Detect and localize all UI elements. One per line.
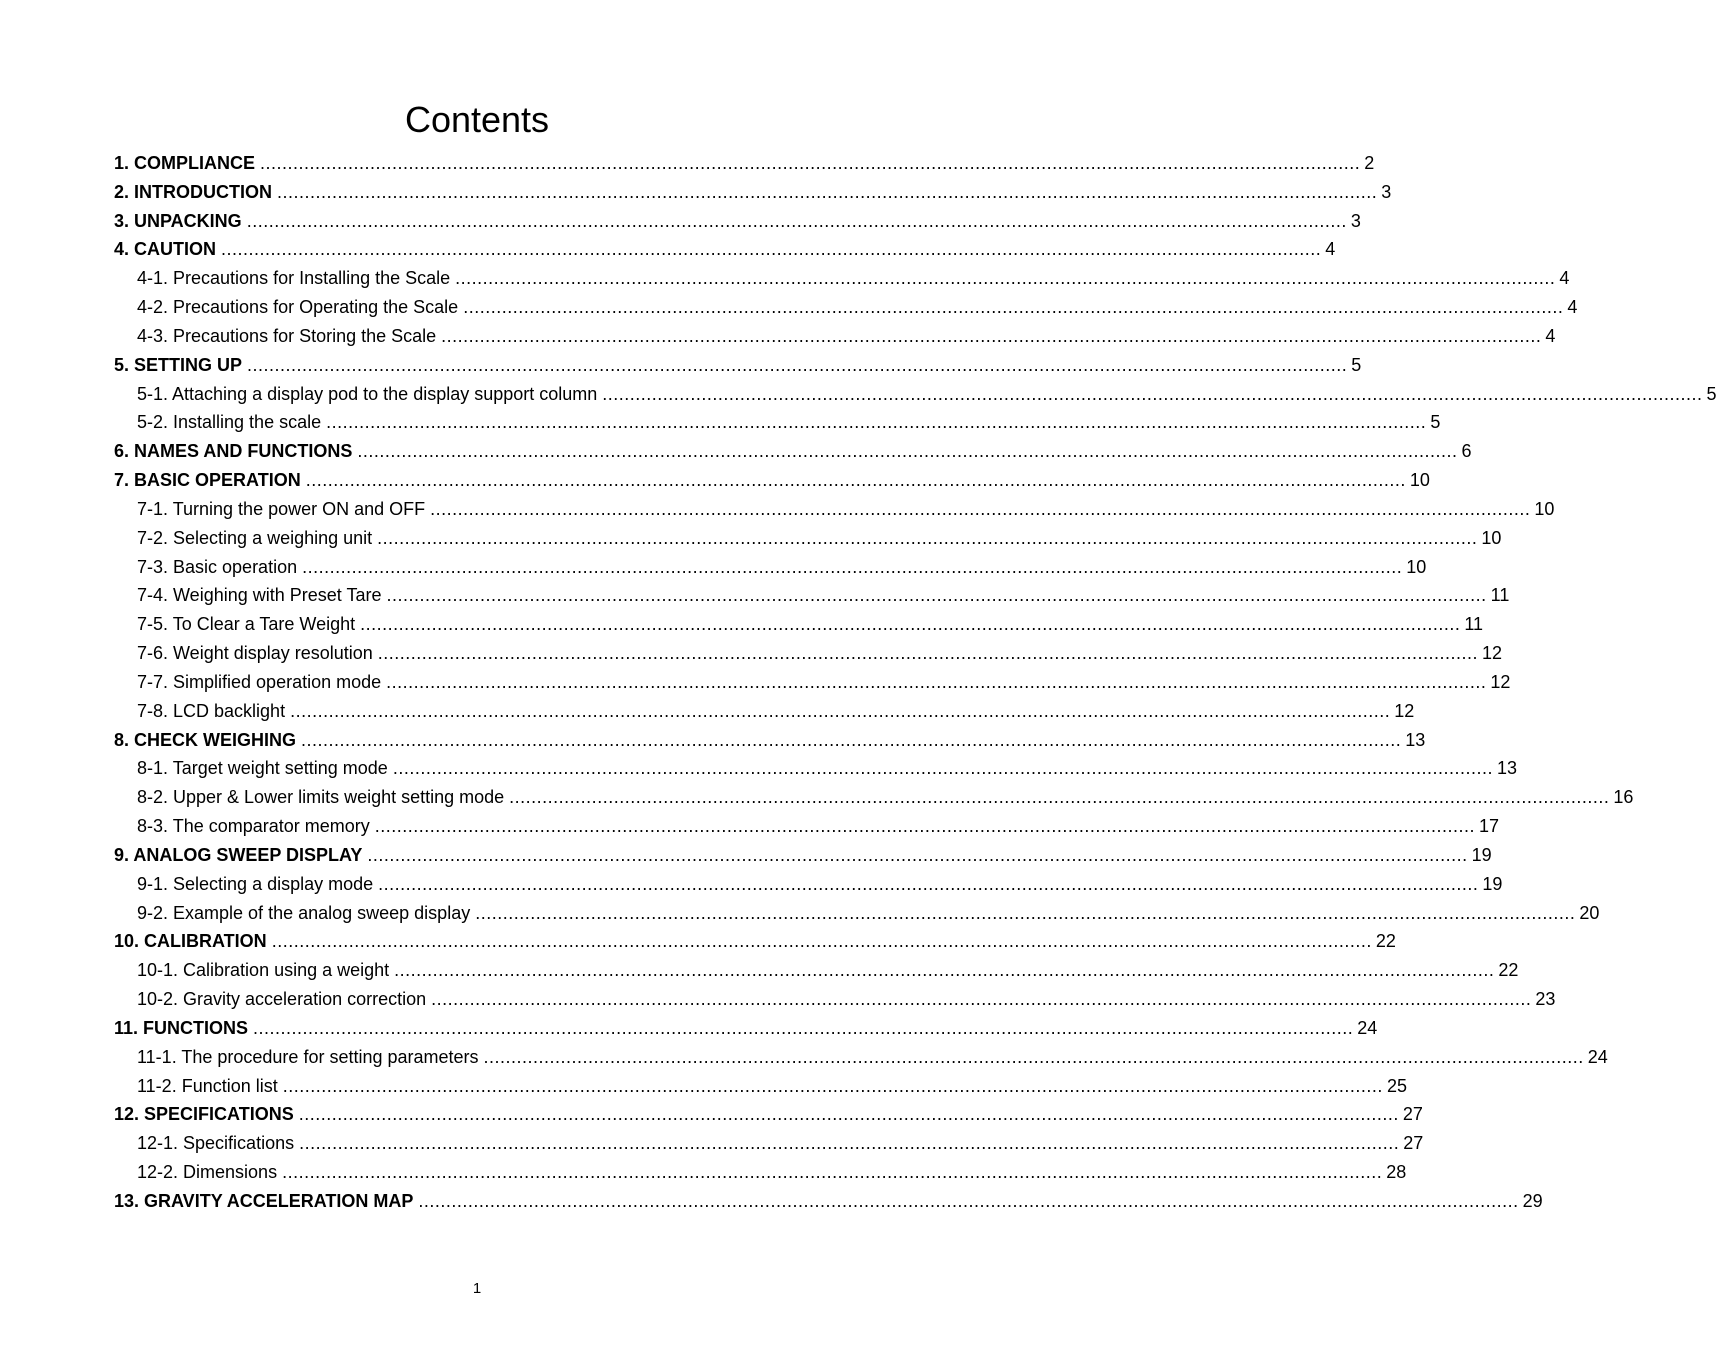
toc-entry-label: 4. CAUTION [114, 239, 217, 260]
toc-entry-label: 7. BASIC OPERATION [114, 470, 301, 491]
toc-entry-page: 24 [1587, 1046, 1608, 1067]
toc-entry-label: 1. COMPLIANCE [114, 153, 256, 173]
toc-entry-page: 10 [1534, 498, 1555, 519]
toc-entry-page: 16 [1613, 787, 1634, 808]
toc-dot-leader: ........................................................................................................................................................................................................ [378, 873, 1479, 894]
toc-section-entry[interactable] [114, 1187, 1543, 1216]
toc-section-entry[interactable] [114, 437, 1472, 466]
toc-subsection-entry[interactable] [114, 322, 1556, 351]
toc-entry-page: 13 [1497, 758, 1518, 779]
toc-dot-leader: ........................................................................................................................................................................................................ [260, 153, 1361, 173]
toc-entry-label: 7-2. Selecting a weighing unit [137, 527, 373, 548]
toc-entry-label: 4-3. Precautions for Storing the Scale [137, 325, 437, 346]
page-title: Contents [404, 99, 550, 140]
toc-entry-label: 5. SETTING UP [114, 354, 243, 375]
toc-subsection-entry[interactable] [114, 553, 1427, 582]
toc-entry-label: 9-2. Example of the analog sweep display [137, 902, 471, 923]
toc-entry-label: 7-8. LCD backlight [137, 700, 286, 721]
toc-dot-leader: ........................................................................................................................................................................................................ [277, 181, 1378, 202]
toc-dot-leader: ........................................................................................................................................................................................................ [441, 325, 1542, 346]
toc-entry-page: 27 [1402, 1104, 1423, 1125]
toc-entry-label: 2. INTRODUCTION [114, 181, 273, 202]
toc-dot-leader: ........................................................................................................................................................................................................ [418, 1190, 1519, 1211]
toc-entry-label: 11. FUNCTIONS [114, 1017, 249, 1038]
toc-entry-page: 29 [1522, 1190, 1543, 1211]
toc-entry-page: 10 [1481, 527, 1502, 548]
toc-dot-leader: ........................................................................................................................................................................................................ [392, 758, 1494, 779]
toc-section-entry[interactable] [114, 351, 1362, 380]
toc-subsection-entry[interactable] [114, 380, 1717, 409]
toc-subsection-entry[interactable] [114, 581, 1510, 610]
toc-entry-label: 8-3. The comparator memory [137, 816, 370, 837]
toc-dot-leader: ........................................................................................................................................................................................................ [301, 729, 1402, 750]
toc-entry-page: 10 [1409, 470, 1430, 491]
toc-entry-label: 7-3. Basic operation [137, 556, 298, 577]
toc-section-entry[interactable] [114, 1100, 1423, 1129]
toc-entry-label: 9. ANALOG SWEEP DISPLAY [114, 844, 363, 865]
toc-entry-page: 27 [1403, 1133, 1424, 1154]
toc-entry-page: 19 [1471, 844, 1492, 865]
toc-dot-leader: ........................................................................................................................................................................................................ [377, 643, 1478, 664]
toc-entry-page: 23 [1535, 989, 1556, 1010]
toc-subsection-entry[interactable] [114, 956, 1519, 985]
toc-entry-page: 20 [1579, 902, 1600, 923]
toc-dot-leader: ........................................................................................................................................................................................................ [360, 614, 1461, 635]
toc-dot-leader: ........................................................................................................................................................................................................ [386, 671, 1487, 692]
toc-dot-leader: ........................................................................................................................................................................................................ [298, 1104, 1399, 1125]
toc-dot-leader: ........................................................................................................................................................................................................ [602, 383, 1703, 404]
toc-subsection-entry[interactable] [114, 1129, 1424, 1158]
table-of-contents [114, 149, 1717, 1216]
toc-entry-page: 4 [1325, 239, 1336, 260]
toc-dot-leader: ........................................................................................................................................................................................................ [475, 902, 1576, 923]
toc-section-entry[interactable] [114, 235, 1336, 264]
toc-entry-page: 3 [1350, 210, 1361, 231]
toc-entry-label: 4-2. Precautions for Operating the Scale [137, 297, 459, 318]
toc-subsection-entry[interactable] [114, 783, 1634, 812]
toc-entry-label: 12. SPECIFICATIONS [114, 1104, 294, 1125]
toc-section-entry[interactable] [114, 841, 1492, 870]
toc-dot-leader: ........................................................................................................................................................................................................ [247, 354, 1348, 375]
toc-dot-leader: ........................................................................................................................................................................................................ [394, 960, 1495, 981]
toc-dot-leader: ........................................................................................................................................................................................................ [282, 1075, 1383, 1096]
toc-entry-label: 4-1. Precautions for Installing the Scale [137, 268, 451, 289]
toc-entry-label: 7-6. Weight display resolution [137, 643, 373, 664]
toc-entry-page: 6 [1461, 441, 1472, 462]
toc-subsection-entry[interactable] [114, 293, 1578, 322]
toc-entry-page: 2 [1364, 153, 1375, 173]
toc-subsection-entry[interactable] [114, 754, 1518, 783]
toc-entry-page: 3 [1381, 181, 1392, 202]
toc-entry-page: 28 [1386, 1161, 1407, 1182]
toc-entry-page: 10 [1406, 556, 1427, 577]
toc-entry-page: 4 [1567, 297, 1578, 318]
toc-entry-page: 13 [1405, 729, 1426, 750]
toc-section-entry[interactable] [114, 726, 1426, 755]
toc-dot-leader: ........................................................................................................................................................................................................ [221, 239, 1322, 260]
toc-dot-leader: ........................................................................................................................................................................................................ [271, 931, 1372, 952]
toc-dot-leader: ........................................................................................................................................................................................................ [299, 1133, 1400, 1154]
toc-entry-label: 7-5. To Clear a Tare Weight [137, 614, 356, 635]
toc-entry-label: 12-1. Specifications [137, 1133, 295, 1154]
toc-entry-page: 12 [1482, 643, 1503, 664]
toc-subsection-entry[interactable] [114, 264, 1570, 293]
toc-entry-label: 8-1. Target weight setting mode [137, 758, 388, 779]
toc-entry-label: 10. CALIBRATION [114, 931, 267, 952]
toc-dot-leader: ........................................................................................................................................................................................................ [326, 412, 1427, 433]
toc-dot-leader: ........................................................................................................................................................................................................ [509, 787, 1610, 808]
toc-entry-label: 11-2. Function list [137, 1075, 278, 1096]
toc-section-entry[interactable] [114, 207, 1361, 236]
toc-section-entry[interactable] [114, 1014, 1378, 1043]
toc-dot-leader: ........................................................................................................................................................................................................ [367, 844, 1468, 865]
toc-subsection-entry[interactable] [114, 408, 1441, 437]
toc-entry-label: 8-2. Upper & Lower limits weight setting mode [137, 787, 505, 808]
toc-entry-label: 10-1. Calibration using a weight [137, 960, 390, 981]
toc-entry-label: 11-1. The procedure for setting parameters [137, 1046, 479, 1067]
toc-entry-label: 13. GRAVITY ACCELERATION MAP [114, 1190, 414, 1211]
toc-dot-leader: ........................................................................................................................................................................................................ [430, 498, 1531, 519]
page-number: 1 [472, 1280, 482, 1297]
toc-entry-page: 5 [1706, 383, 1717, 404]
toc-subsection-entry[interactable] [114, 524, 1502, 553]
toc-dot-leader: ........................................................................................................................................................................................................ [282, 1161, 1383, 1182]
toc-entry-label: 5-2. Installing the scale [137, 412, 322, 433]
toc-entry-label: 3. UNPACKING [114, 210, 242, 231]
toc-dot-leader: ........................................................................................................................................................................................................ [483, 1046, 1584, 1067]
toc-entry-label: 6. NAMES AND FUNCTIONS [114, 441, 353, 462]
toc-dot-leader: ........................................................................................................................................................................................................ [374, 816, 1475, 837]
toc-subsection-entry[interactable] [114, 812, 1499, 841]
toc-entry-page: 12 [1394, 700, 1415, 721]
toc-subsection-entry[interactable] [114, 870, 1503, 899]
toc-entry-label: 8. CHECK WEIGHING [114, 729, 297, 750]
toc-dot-leader: ........................................................................................................................................................................................................ [246, 210, 1347, 231]
toc-subsection-entry[interactable] [114, 668, 1511, 697]
toc-section-entry[interactable] [114, 466, 1430, 495]
toc-entry-page: 25 [1386, 1075, 1407, 1096]
toc-entry-label: 9-1. Selecting a display mode [137, 873, 374, 894]
toc-entry-page: 4 [1559, 268, 1570, 289]
toc-entry-page: 4 [1545, 325, 1556, 346]
toc-subsection-entry[interactable] [114, 899, 1600, 928]
toc-section-entry[interactable] [114, 927, 1396, 956]
toc-dot-leader: ........................................................................................................................................................................................................ [455, 268, 1556, 289]
toc-dot-leader: ........................................................................................................................................................................................................ [431, 989, 1532, 1010]
toc-subsection-entry[interactable] [114, 1158, 1407, 1187]
toc-entry-page: 19 [1482, 873, 1503, 894]
toc-subsection-entry[interactable] [114, 1072, 1407, 1101]
toc-entry-label: 5-1. Attaching a display pod to the display support column [137, 383, 598, 404]
toc-entry-label: 7-4. Weighing with Preset Tare [137, 585, 382, 606]
toc-dot-leader: ........................................................................................................................................................................................................ [302, 556, 1403, 577]
toc-entry-label: 12-2. Dimensions [137, 1161, 278, 1182]
toc-dot-leader: ........................................................................................................................................................................................................ [386, 585, 1487, 606]
toc-subsection-entry[interactable] [114, 639, 1503, 668]
toc-subsection-entry[interactable] [114, 1043, 1608, 1072]
toc-subsection-entry[interactable] [114, 610, 1484, 639]
toc-dot-leader: ........................................................................................................................................................................................................ [305, 470, 1406, 491]
toc-dot-leader: ........................................................................................................................................................................................................ [290, 700, 1391, 721]
toc-dot-leader: ........................................................................................................................................................................................................ [357, 441, 1458, 462]
toc-section-entry[interactable] [114, 149, 1375, 178]
toc-subsection-entry[interactable] [114, 697, 1415, 726]
toc-entry-label: 7-7. Simplified operation mode [137, 671, 382, 692]
toc-entry-page: 17 [1478, 816, 1499, 837]
toc-dot-leader: ........................................................................................................................................................................................................ [377, 527, 1478, 548]
toc-section-entry[interactable] [114, 178, 1392, 207]
toc-dot-leader: ........................................................................................................................................................................................................ [463, 297, 1564, 318]
toc-entry-page: 24 [1357, 1017, 1378, 1038]
toc-entry-label: 10-2. Gravity acceleration correction [137, 989, 427, 1010]
toc-entry-page: 12 [1490, 671, 1511, 692]
toc-entry-page: 5 [1351, 354, 1362, 375]
toc-entry-label: 7-1. Turning the power ON and OFF [137, 498, 426, 519]
toc-entry-page: 22 [1375, 931, 1396, 952]
toc-subsection-entry[interactable] [114, 495, 1555, 524]
toc-dot-leader: ........................................................................................................................................................................................................ [253, 1017, 1354, 1038]
toc-entry-page: 5 [1430, 412, 1441, 433]
toc-entry-page: 11 [1464, 614, 1484, 635]
toc-entry-page: 22 [1498, 960, 1519, 981]
toc-entry-page: 11 [1490, 585, 1510, 606]
toc-subsection-entry[interactable] [114, 985, 1556, 1014]
